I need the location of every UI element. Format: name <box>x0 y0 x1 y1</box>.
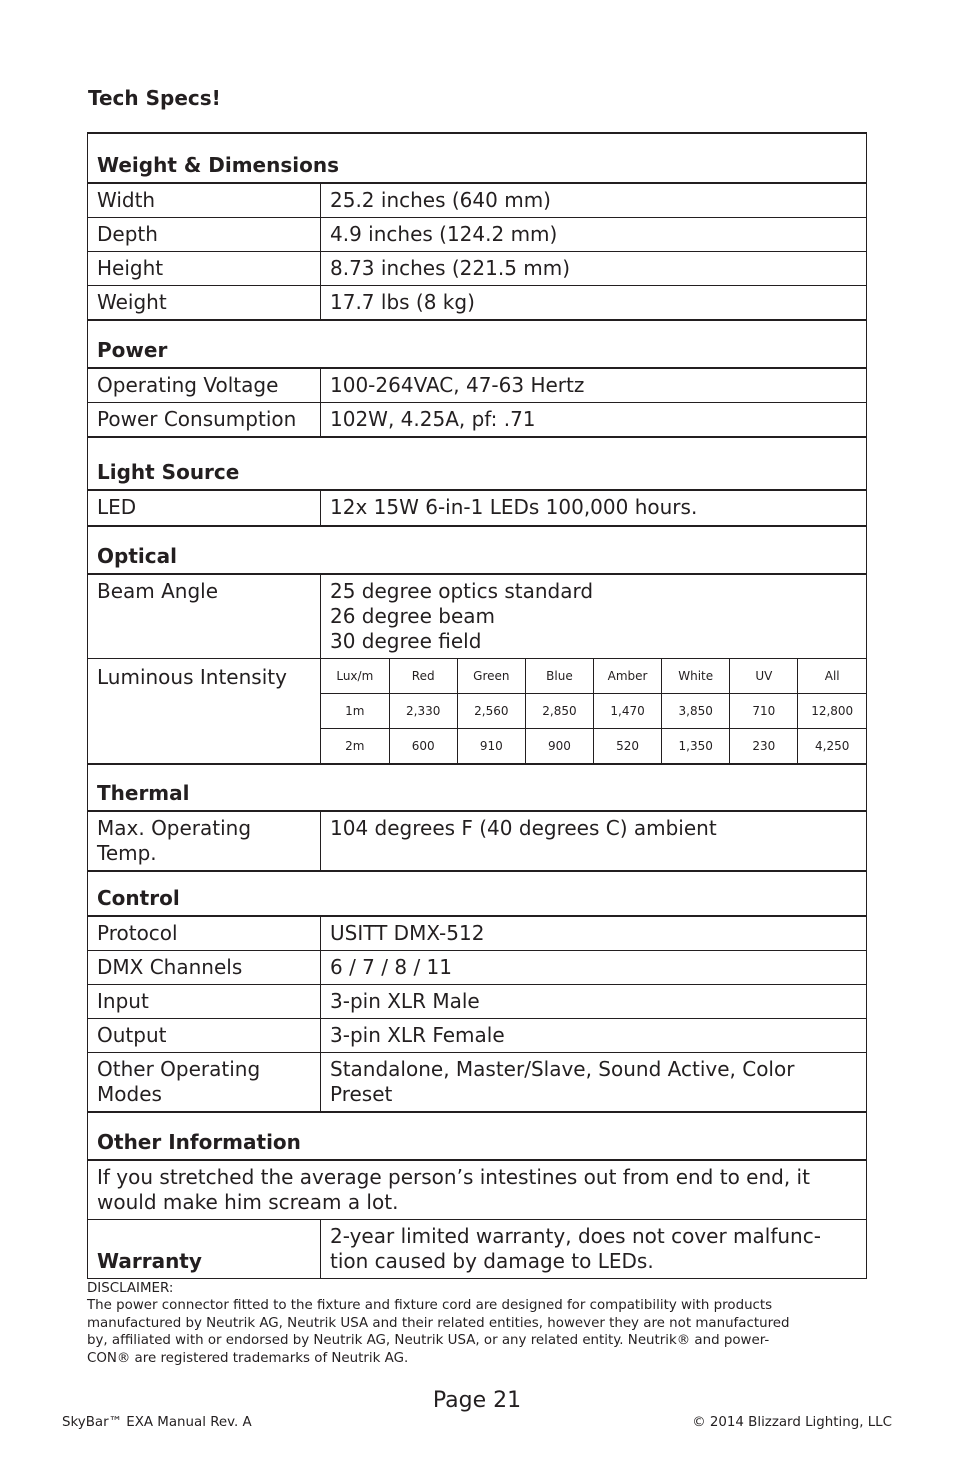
spec-value: 25.2 inches (640 mm) <box>321 183 867 218</box>
page-title: Tech Specs! <box>88 86 221 110</box>
spec-label-line: Modes <box>97 1082 162 1106</box>
warranty-line: 2-year limited warranty, does not cover malfunc- <box>330 1224 821 1248</box>
table-row <box>88 1019 867 1053</box>
table-row <box>88 403 867 438</box>
spec-value: 100-264VAC, 47-63 Hertz <box>321 368 867 403</box>
lux-cell: 710 <box>730 694 798 729</box>
spec-value: 3-pin XLR Female <box>321 1019 867 1053</box>
table-row <box>88 916 867 951</box>
lux-cell: 2m <box>321 729 389 764</box>
section-heading: Thermal <box>88 764 867 811</box>
spec-table <box>87 132 867 1279</box>
table-row <box>88 574 867 659</box>
spec-label: Depth <box>88 218 321 252</box>
lux-cell: 1m <box>321 694 389 729</box>
table-row <box>88 1160 867 1220</box>
warranty-line: tion caused by damage to LEDs. <box>330 1249 654 1273</box>
lux-cell: 2,560 <box>457 694 525 729</box>
spec-label: Beam Angle <box>88 574 321 659</box>
disclaimer-line: CON® are registered trademarks of Neutrik AG. <box>87 1350 409 1366</box>
lux-cell: 2,850 <box>525 694 593 729</box>
other-info-line: would make him scream a lot. <box>97 1190 399 1214</box>
section-heading: Weight & Dimensions <box>88 133 867 183</box>
spec-value <box>321 574 867 659</box>
spec-label-line: Other Operating <box>97 1057 261 1081</box>
beam-line: 30 degree ﬁeld <box>330 629 482 653</box>
lux-cell: 12,800 <box>798 694 866 729</box>
lux-cell: 230 <box>730 729 798 764</box>
section-heading: Control <box>88 871 867 916</box>
spec-label <box>88 811 321 871</box>
lux-header-cell: UV <box>730 659 798 694</box>
spec-label: Power Consumption <box>88 403 321 438</box>
lux-header-cell: White <box>662 659 730 694</box>
lux-cell: 1,470 <box>594 694 662 729</box>
lux-header-cell: Blue <box>525 659 593 694</box>
table-row <box>88 1053 867 1113</box>
other-info-text <box>88 1160 867 1220</box>
page-number: Page 21 <box>432 1388 522 1413</box>
spec-label: Weight <box>88 286 321 321</box>
spec-label: Output <box>88 1019 321 1053</box>
disclaimer <box>87 1280 867 1367</box>
spec-value: 104 degrees F (40 degrees C) ambient <box>321 811 867 871</box>
footer-manual-title: SkyBar™ EXA Manual Rev. A <box>62 1415 252 1430</box>
luminous-intensity-table <box>321 659 866 763</box>
beam-line: 25 degree optics standard <box>330 579 594 603</box>
spec-label: Height <box>88 252 321 286</box>
table-row <box>88 252 867 286</box>
spec-value: USITT DMX-512 <box>321 916 867 951</box>
spec-label <box>88 1053 321 1113</box>
lux-header-cell: Lux/m <box>321 659 389 694</box>
lux-header-cell: All <box>798 659 866 694</box>
lux-cell: 2,330 <box>389 694 457 729</box>
beam-line: 26 degree beam <box>330 604 495 628</box>
section-heading: Light Source <box>88 437 867 490</box>
spec-label: Width <box>88 183 321 218</box>
lux-cell: 3,850 <box>662 694 730 729</box>
lux-cell: 900 <box>525 729 593 764</box>
section-other-information <box>88 1112 867 1160</box>
table-row <box>88 490 867 526</box>
lux-cell: 910 <box>457 729 525 764</box>
spec-label: Input <box>88 985 321 1019</box>
section-light-source <box>88 437 867 490</box>
table-row <box>88 183 867 218</box>
section-thermal <box>88 764 867 811</box>
spec-label: Operating Voltage <box>88 368 321 403</box>
section-optical <box>88 526 867 574</box>
table-row <box>88 1220 867 1279</box>
spec-label-line: Temp. <box>97 841 157 865</box>
luminous-intensity-cell <box>321 659 867 765</box>
spec-label-line: Max. Operating <box>97 816 252 840</box>
spec-label: DMX Channels <box>88 951 321 985</box>
disclaimer-line: manufactured by Neutrik AG, Neutrik USA and their related entities, however they are not manufactured <box>87 1315 790 1331</box>
lux-row <box>321 694 866 729</box>
spec-label: Protocol <box>88 916 321 951</box>
spec-value: 4.9 inches (124.2 mm) <box>321 218 867 252</box>
spec-value: 102W, 4.25A, pf: .71 <box>321 403 867 438</box>
spec-value: 12x 15W 6-in-1 LEDs 100,000 hours. <box>321 490 867 526</box>
section-heading: Other Information <box>88 1112 867 1160</box>
lux-header-cell: Green <box>457 659 525 694</box>
table-row <box>88 286 867 321</box>
section-heading: Power <box>88 320 867 368</box>
spec-value-line: Standalone, Master/Slave, Sound Active, Color <box>330 1057 795 1081</box>
lux-cell: 1,350 <box>662 729 730 764</box>
section-heading: Optical <box>88 526 867 574</box>
lux-cell: 600 <box>389 729 457 764</box>
table-row <box>88 218 867 252</box>
spec-label: Luminous Intensity <box>88 659 321 765</box>
lux-row <box>321 729 866 764</box>
spec-value <box>321 1053 867 1113</box>
spec-value: 17.7 lbs (8 kg) <box>321 286 867 321</box>
warranty-label: Warranty <box>88 1220 321 1279</box>
spec-value: 6 / 7 / 8 / 11 <box>321 951 867 985</box>
disclaimer-line: The power connector ﬁtted to the ﬁxture and ﬁxture cord are designed for compatibility with products <box>87 1298 773 1314</box>
other-info-line: If you stretched the average person’s intestines out from end to end, it <box>97 1165 810 1189</box>
lux-header-row <box>321 659 866 694</box>
table-row <box>88 811 867 871</box>
lux-cell: 4,250 <box>798 729 866 764</box>
warranty-value <box>321 1220 867 1279</box>
disclaimer-title: DISCLAIMER: <box>87 1281 174 1296</box>
table-row <box>88 985 867 1019</box>
spec-label: LED <box>88 490 321 526</box>
section-weight-dimensions <box>88 133 867 183</box>
section-control <box>88 871 867 916</box>
section-power <box>88 320 867 368</box>
lux-header-cell: Amber <box>594 659 662 694</box>
table-row <box>88 951 867 985</box>
lux-cell: 520 <box>594 729 662 764</box>
spec-value: 8.73 inches (221.5 mm) <box>321 252 867 286</box>
disclaimer-line: by, afﬁliated with or endorsed by Neutrik AG, Neutrik USA, or any related entity. Neutrik® and power- <box>87 1333 770 1349</box>
spec-value: 3-pin XLR Male <box>321 985 867 1019</box>
spec-value-line: Preset <box>330 1082 393 1106</box>
table-row <box>88 659 867 765</box>
table-row <box>88 368 867 403</box>
footer-copyright: © 2014 Blizzard Lighting, LLC <box>692 1415 892 1430</box>
lux-header-cell: Red <box>389 659 457 694</box>
